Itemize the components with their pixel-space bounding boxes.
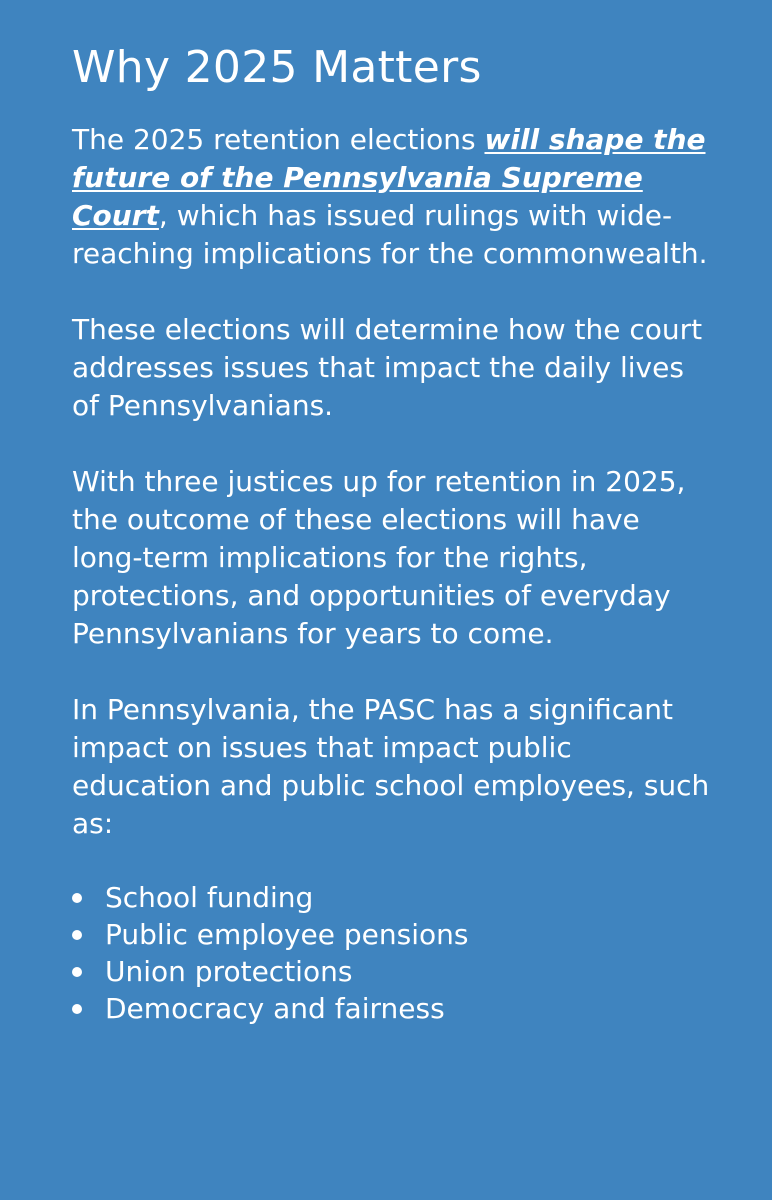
list-item [72,990,716,1027]
intro-paragraph [72,121,716,273]
list-item-label: Public employee pensions [105,918,469,951]
supreme-court-link[interactable]: will shape the future of the Pennsylvania Supreme Court [72,123,706,232]
intro-text-after: , which has issued rulings with wide-reaching implications for the commonwealth. [72,199,708,270]
list-item [72,916,716,953]
retention-paragraph: With three justices up for retention in 2025, the outcome of these elections will have long-term implications for the rights, protections, and opportunities of everyday Pennsylvanians for years to come. [72,465,686,650]
page-title: Why 2025 Matters [72,42,482,93]
bullet-icon [72,967,82,977]
bullet-icon [72,893,82,903]
issues-list [72,879,716,1027]
list-item-label: School funding [105,881,314,914]
pasc-impact-paragraph: In Pennsylvania, the PASC has a significant impact on issues that impact public education and public school employees, such as: [72,693,710,840]
bullet-icon [72,930,82,940]
bullet-icon [72,1004,82,1014]
list-item [72,879,716,916]
list-item-label: Democracy and fairness [105,992,445,1025]
list-item-label: Union protections [105,955,353,988]
intro-text-before: The 2025 retention elections [72,123,485,156]
elections-paragraph: These elections will determine how the court addresses issues that impact the daily lives of Pennsylvanians. [72,313,703,422]
list-item [72,953,716,990]
